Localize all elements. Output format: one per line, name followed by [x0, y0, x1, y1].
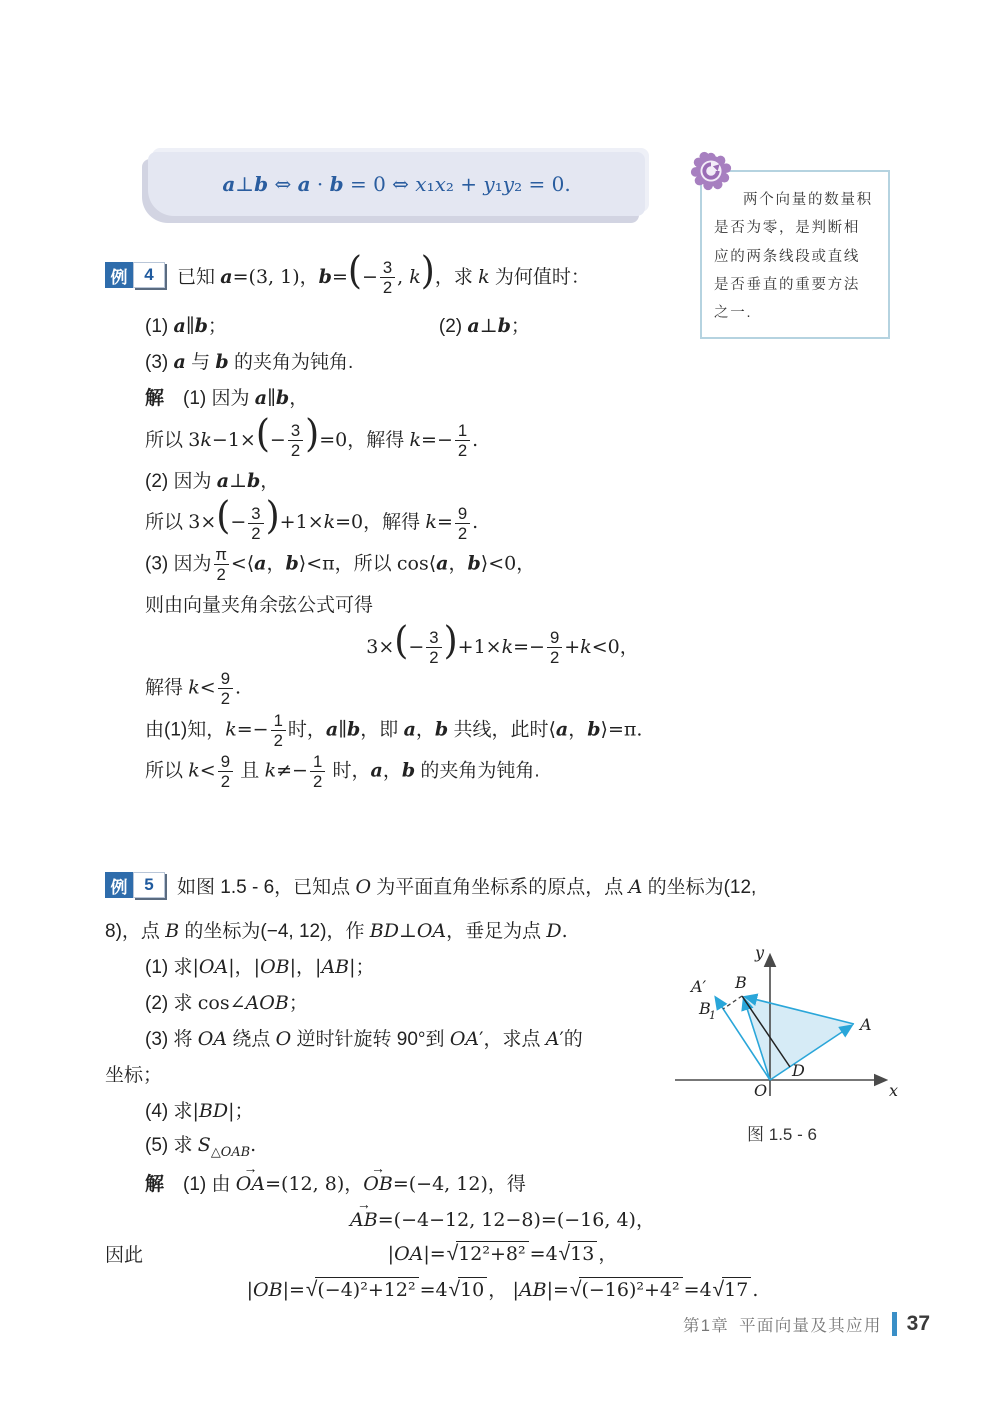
chapter-label: 第1章: [682, 1317, 730, 1335]
example4-section: [105, 248, 900, 794]
formula-box: [148, 152, 645, 216]
badge-label: 例: [105, 872, 133, 898]
text-line: (2) 因为 a⊥b，: [145, 469, 280, 492]
example4-badge: [105, 262, 165, 288]
text-line: (1) 求|OA|，|OB|，|AB|；: [145, 955, 375, 978]
label-D: D: [792, 1061, 805, 1080]
text-line: 所以 3k−1×(− $\frac{3}{2}$ )=0，解得 k=− $\frac{1}{2}$ .: [145, 411, 479, 461]
badge-number: 5: [133, 872, 165, 898]
label-B1-sub: 1: [709, 1009, 716, 1022]
footer-divider-bar: [892, 1312, 897, 1336]
example4-head-text: 已知 a=(3, 1)，b=(− $\frac{3}{2}$ , k)，求 k 为何值时：: [177, 248, 590, 298]
label-x-axis: x: [889, 1081, 899, 1100]
text-line: |OB|= √ (−4)²+12² =4 √ 10 ， |AB|= √ (−16)²+4² =4 √ 17 .: [246, 1278, 759, 1302]
chapter-title: 平面向量及其应用: [739, 1317, 882, 1335]
text-line: 则由向量夹角余弦公式可得: [145, 595, 374, 617]
text-line: → AB=(−4−12, 12−8)=(−16, 4)，: [350, 1195, 655, 1231]
figure-caption: 图 1.5 - 6: [747, 1125, 817, 1144]
text-line: (3) 将 OA 绕点 O 逆时针旋转 90°到 OA′，求点 A′的: [145, 1027, 583, 1050]
formula-text: a⊥b ⇔ a · b = 0 ⇔ x₁x₂ + y₁y₂ = 0.: [222, 171, 571, 196]
text-line: 坐标；: [105, 1064, 163, 1086]
label-y-axis: y: [755, 943, 765, 962]
text-line: (4) 求|BD|；: [145, 1099, 254, 1122]
page-number: 37: [906, 1312, 930, 1335]
gear-swirl-icon: [688, 148, 734, 194]
text-line: 所以 k< $\frac{9}{2}$ 且 k≠− $\frac{1}{2}$ 时，a，b 的夹角为钝角.: [145, 752, 540, 792]
example5-badge: [105, 872, 165, 898]
page-footer: [0, 1312, 930, 1336]
example4-lines: [105, 308, 900, 792]
text-line: 解得 k< $\frac{9}{2}$ .: [145, 669, 242, 709]
text-line: 解 (1) 因为 a∥b，: [145, 387, 309, 410]
text-line: (5) 求 $S_{\triangle OAB}$.: [145, 1133, 257, 1161]
text-line: 所以 3×(− $\frac{3}{2}$ )+1×k=0，解得 k= $\frac{9}{2}$ .: [145, 494, 479, 543]
text-line: 由(1)知，k=− $\frac{1}{2}$ 时，a∥b，即 a，b 共线，此时⟨a，b⟩=π.: [145, 710, 643, 750]
example5-section: [105, 868, 900, 1308]
text-line: 8)，点 B 的坐标为(−4, 12)，作 BD⊥OA，垂足为点 D.: [105, 919, 568, 942]
text-line: (3) 因为 $\frac{\pi}{2}$ <⟨a，b⟩<π，所以 cos⟨a，b⟩<0，: [145, 545, 536, 585]
label-A-prime: A′: [691, 977, 707, 996]
side-note-text: 两个向量的数量积是否为零，是判断相应的两条线段或直线是否垂直的重要方法之一.: [714, 192, 873, 322]
label-O: O: [754, 1081, 768, 1100]
label-A: A: [860, 1015, 872, 1034]
badge-label: 例: [105, 262, 133, 288]
coordinate-figure: [657, 940, 907, 1145]
text-line: 解 (1) 由 → OA=(12, 8)， → OB=(−4, 12)，得: [145, 1159, 526, 1195]
example5-head-text: 如图 1.5 - 6，已知点 O 为平面直角坐标系的原点，点 A 的坐标为(12,: [177, 875, 757, 898]
label-B: B: [735, 973, 747, 992]
text-line: (1) a∥b； (2) a⊥b；: [145, 315, 530, 338]
text-line: 因此 |OA|= √ 12²+8² =4 √ 13 ，: [105, 1242, 618, 1266]
label-B1: B: [699, 999, 711, 1018]
example5-head: [105, 868, 900, 902]
example4-head: [105, 248, 900, 298]
text-line: 3×(− $\frac{3}{2}$ )+1×k=− $\frac{9}{2}$ +k<0，: [366, 618, 639, 668]
text-line: (2) 求 cos∠AOB；: [145, 991, 308, 1014]
badge-number: 4: [133, 262, 165, 288]
dashed-B-B1: [723, 996, 742, 1009]
text-line: (3) a 与 b 的夹角为钝角.: [145, 351, 354, 374]
figure-svg: [657, 940, 907, 1108]
